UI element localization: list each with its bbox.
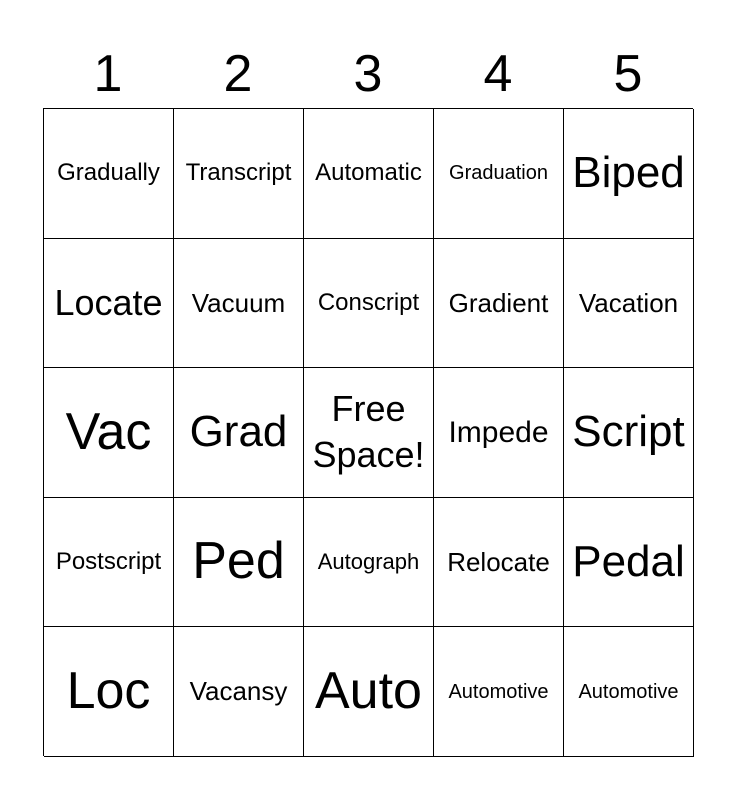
column-header-4: 4 [483,45,513,103]
bingo-board [43,108,693,756]
bingo-cell: Grad [174,368,304,498]
bingo-cell: Vacansy [174,627,304,757]
bingo-cell: Loc [44,627,174,757]
bingo-cell: Autograph [304,498,434,628]
bingo-cell: Locate [44,239,174,369]
column-header-row [43,40,693,108]
bingo-cell: Transcript [174,109,304,239]
bingo-cell: Gradually [44,109,174,239]
bingo-cell: Graduation [434,109,564,239]
column-header-1: 1 [93,45,123,103]
bingo-cell: Pedal [564,498,694,628]
free-space-cell: Free Space! [304,368,434,498]
bingo-cell: Automotive [434,627,564,757]
bingo-cell: Biped [564,109,694,239]
column-header-5: 5 [613,45,643,103]
bingo-cell: Automotive [564,627,694,757]
bingo-cell: Postscript [44,498,174,628]
bingo-cell: Vacuum [174,239,304,369]
bingo-cell: Impede [434,368,564,498]
bingo-cell: Relocate [434,498,564,628]
bingo-cell: Automatic [304,109,434,239]
column-header-3: 3 [353,45,383,103]
bingo-cell: Vac [44,368,174,498]
bingo-cell: Auto [304,627,434,757]
bingo-cell: Ped [174,498,304,628]
bingo-cell: Vacation [564,239,694,369]
column-header-2: 2 [223,45,253,103]
bingo-cell: Conscript [304,239,434,369]
bingo-cell: Script [564,368,694,498]
bingo-cell: Gradient [434,239,564,369]
